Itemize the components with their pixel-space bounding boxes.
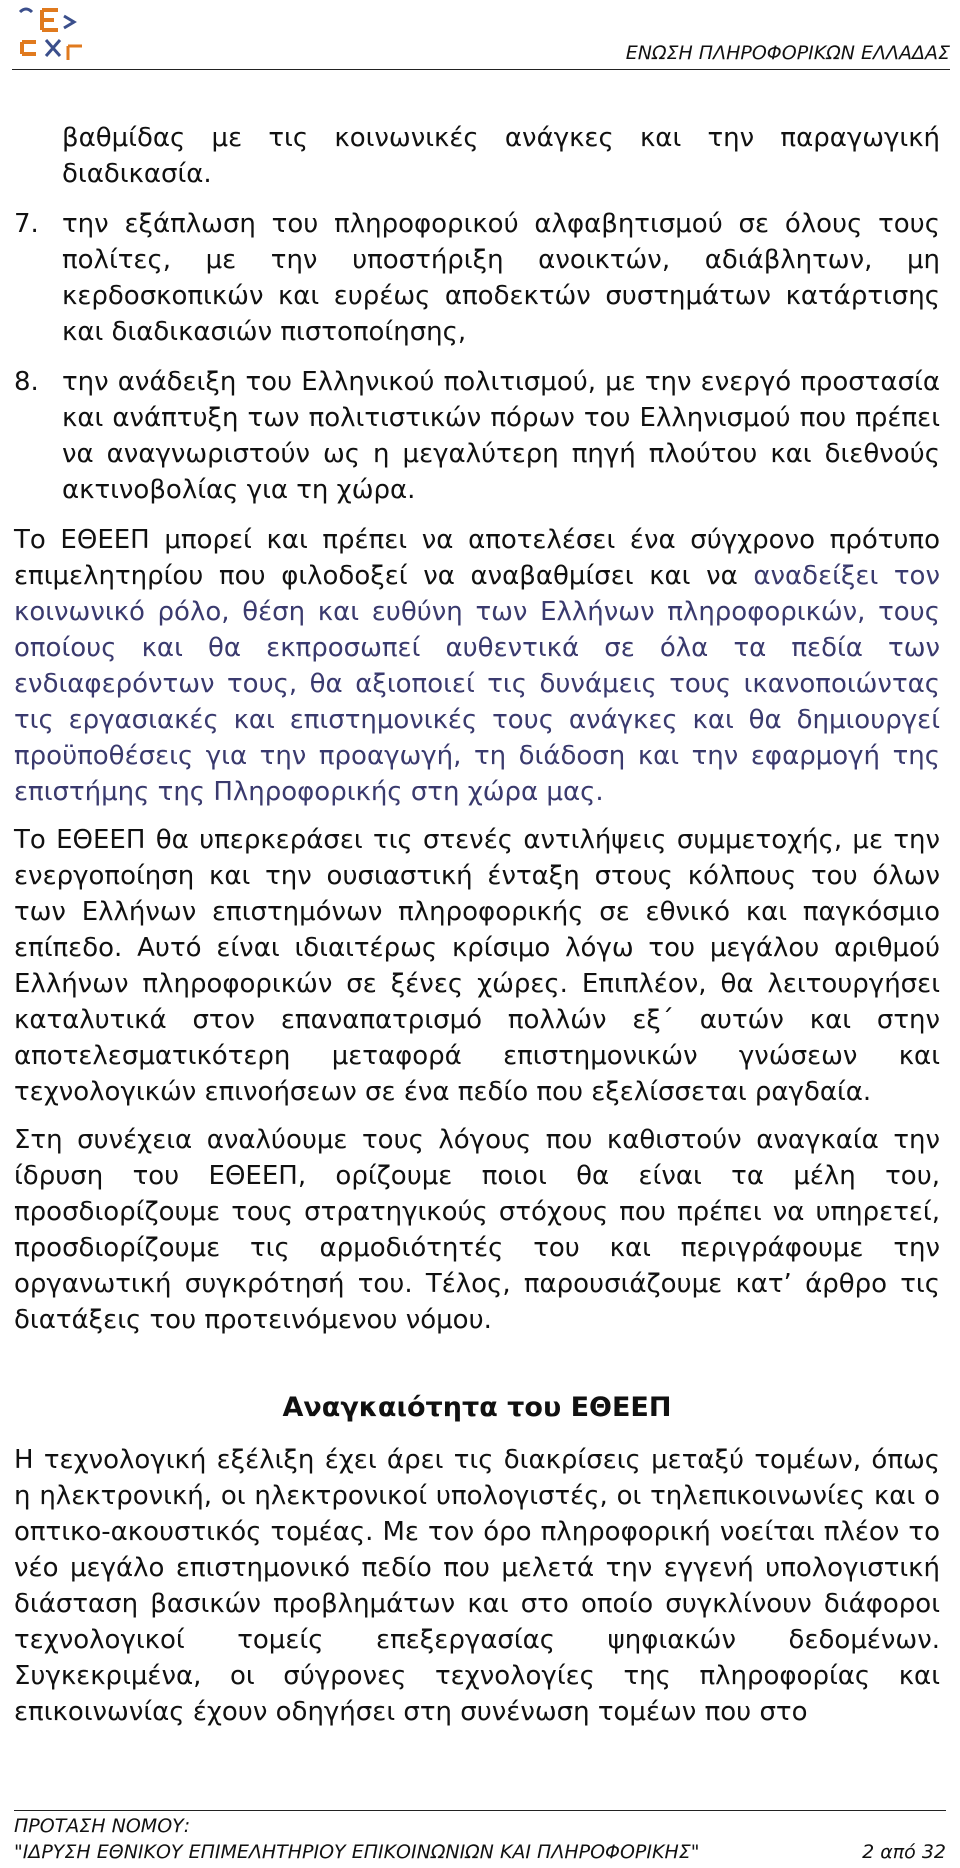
list-item-6-continuation [14, 120, 940, 192]
organization-name: ΕΝΩΣΗ ΠΛΗΡΟΦΟΡΙΚΩΝ ΕΛΛΑΔΑΣ [625, 42, 950, 64]
footer-law-name: "ΙΔΡΥΣΗ ΕΘΝΙΚΟΥ ΕΠΙΜΕΛΗΤΗΡΙΟΥ ΕΠΙΚΟΙΝΩΝΙΩΝ ΚΑΙ ΠΛΗΡΟΦΟΡΙΚΗΣ" [14, 1841, 700, 1863]
footer-title: ΠΡΟΤΑΣΗ ΝΟΜΟΥ: [14, 1815, 191, 1837]
paragraph-1 [14, 522, 940, 810]
list-item-8 [14, 364, 940, 508]
list-item-number: 7. [14, 209, 39, 239]
paragraph-4: Η τεχνολογική εξέλιξη έχει άρει τις διακρίσεις μεταξύ τομέων, όπως η ηλεκτρονική, οι ηλεκτρονικοί υπολογιστές, οι τηλεπικοινωνίες και ο οπτικο-ακουστικός τομέας. Με τον όρο πληροφορική νοείται πλέον το νέο μεγάλο επιστημονικό πεδίο που μελετά την εγγενή υπολογιστική διάσταση βασικών προβλημάτων και στο οποίο συγκλίνουν διάφοροι τεχνολογικοί τομείς επεξεργασίας ψηφιακών δεδομένων. Συγκεκριμένα, οι σύγρονες τεχνολογίες της πληροφορίας και επικοινωνίας έχουν οδηγήσει στη συνένωση τομέων που στο [14, 1445, 940, 1727]
page-footer [14, 1810, 946, 1865]
paragraph-1-highlight: αναδείξει τον κοινωνικό ρόλο, θέση και ευθύνη των Ελλήνων πληροφορικών, τους οποίους και θα εκπροσωπεί αυθεντικά σε όλα τα πεδία των ενδιαφερόντων τους, θα αξιοποιεί τις δυνάμεις τους ικανοποιώντας τις εργασιακές και επιστημονικές τους ανάγκες και θα δημιουργεί προϋποθέσεις για την προαγωγή, τη διάδοση και την εφαρμογή της επιστήμης της Πληροφορικής στη χώρα μας. [14, 561, 940, 807]
list-item-number: 8. [14, 367, 39, 397]
paragraph-2: Το ΕΘΕΕΠ θα υπερκεράσει τις στενές αντιλήψεις συμμετοχής, με την ενεργοποίηση και την ουσιαστική ένταξη στους κόλπους του όλων των Ελλήνων επιστημόνων πληροφορικής σε εθνικό και παγκόσμιο επίπεδο. Αυτό είναι ιδιαιτέρως κρίσιμο λόγω του μεγάλου αριθμού Ελλήνων πληροφορικών σε ξένες χώρες. Επιπλέον, θα λειτουργήσει καταλυτικά στον επαναπατρισμό πολλών εξ΄ αυτών και στην αποτελεσματικότερη μεταφορά επιστημονικών γνώσεων και τεχνολογικών επινοήσεων σε ένα πεδίο που εξελίσσεται ραγδαία. [14, 825, 940, 1107]
list-item-text: την ανάδειξη του Ελληνικού πολιτισμού, με την ενεργό προστασία και ανάπτυξη των πολιτιστικών πόρων του Ελληνισμού που πρέπει να αναγνωριστούν ως η μεγαλύτερη πηγή πλούτου και διεθνούς ακτινοβολίας για τη χώρα. [62, 367, 940, 505]
list-item-7 [14, 206, 940, 350]
paragraph-1-lead: Το ΕΘΕΕΠ μπορεί και πρέπει να αποτελέσει ένα σύγχρονο πρότυπο επιμελητηρίου που φιλοδοξεί να αναβαθμίσει και να [14, 525, 940, 591]
paragraph-3: Στη συνέχεια αναλύουμε τους λόγους που καθιστούν αναγκαία την ίδρυση του ΕΘΕΕΠ, ορίζουμε ποιοι θα είναι τα μέλη του, προσδιορίζουμε τους στρατηγικούς στόχους που πρέπει να υπηρετεί, προσδιορίζουμε τις αρμοδιότητές του και περιγράφουμε την οργανωτική συγκρότησή του. Τέλος, παρουσιάζουμε κατ’ άρθρο τις διατάξεις του προτεινόμενου νόμου. [14, 1125, 940, 1335]
footer-row [14, 1839, 946, 1865]
section-heading: Αναγκαιότητα του ΕΘΕΕΠ [282, 1392, 672, 1423]
footer-divider [14, 1810, 946, 1811]
page-number: 2 από 32 [862, 1841, 946, 1863]
page-header [0, 0, 960, 80]
organization-logo [12, 2, 88, 72]
header-divider [12, 69, 950, 70]
document-body [14, 120, 940, 1742]
list-item-text: την εξάπλωση του πληροφορικού αλφαβητισμού σε όλους τους πολίτες, με την υποστήριξη ανοικτών, αδιάβλητων, μη κερδοσκοπικών και ευρέως αποδεκτών συστημάτων κατάρτισης και διαδικασιών πιστοποίησης, [62, 209, 940, 347]
list-item-text: βαθμίδας με τις κοινωνικές ανάγκες και την παραγωγική διαδικασία. [62, 123, 940, 189]
